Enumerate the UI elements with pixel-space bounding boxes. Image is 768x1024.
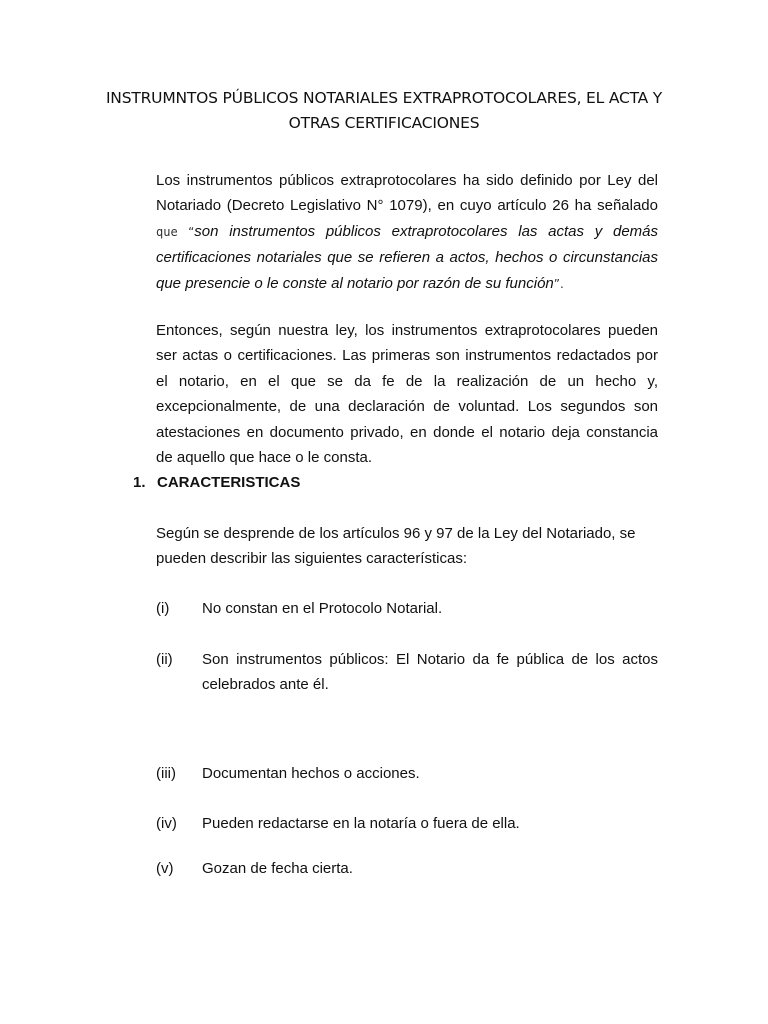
list-item bbox=[156, 856, 658, 881]
paragraph-intro-text: Los instrumentos públicos extraprotocolares ha sido definido por Ley del Notariado (Decreto Legislativo N° 1079), en cuyo artículo 26 ha señalado bbox=[156, 172, 658, 215]
que-word: que bbox=[156, 224, 178, 239]
list-item bbox=[156, 647, 658, 698]
paragraph-intro bbox=[156, 168, 658, 297]
list-item bbox=[156, 761, 658, 786]
list-marker: (iii) bbox=[156, 765, 176, 782]
section-intro: Según se desprende de los artículos 96 y 97 de la Ley del Notariado, se pueden describir las siguientes características: bbox=[156, 525, 636, 568]
list-item-text: No constan en el Protocolo Notarial. bbox=[202, 600, 443, 617]
list-item-text: Documentan hechos o acciones. bbox=[202, 765, 420, 782]
list-marker: (ii) bbox=[156, 651, 173, 668]
open-quote: “ bbox=[177, 224, 195, 239]
list-item bbox=[156, 811, 658, 836]
quoted-article-text: son instrumentos públicos extraprotocolares las actas y demás certificaciones notariales que se refieren a actos, hechos o circunstancias que presencie o le conste al notario por razón de su función bbox=[156, 222, 659, 292]
list-marker: (i) bbox=[156, 600, 170, 617]
list-item-text: Gozan de fecha cierta. bbox=[202, 860, 353, 877]
section-title: CARACTERISTICAS bbox=[157, 474, 301, 491]
document-title bbox=[90, 86, 678, 136]
list-item bbox=[156, 596, 658, 621]
section-heading bbox=[133, 470, 300, 495]
list-item-text: Pueden redactarse en la notaría o fuera de ella. bbox=[202, 815, 520, 832]
paragraph-explanation: Entonces, según nuestra ley, los instrumentos extraprotocolares pueden ser actas o certificaciones. Las primeras son instrumentos redactados por el notario, en el que se da fe de la realización de un hecho y, excepcionalmente, de una declaración de voluntad. Los segundos son atestaciones en documento privado, en donde el notario deja constancia de aquello que hace o le consta. bbox=[156, 322, 658, 467]
close-quote: ”. bbox=[553, 276, 564, 291]
list-item-text: Son instrumentos públicos: El Notario da fe pública de los actos celebrados ante él. bbox=[202, 651, 658, 694]
list-marker: (iv) bbox=[156, 815, 177, 832]
title-line-1: INSTRUMNTOS PÚBLICOS NOTARIALES EXTRAPROTOCOLARES, EL ACTA Y bbox=[105, 89, 663, 107]
section-number: 1. bbox=[133, 474, 146, 491]
title-line-2: OTRAS CERTIFICACIONES bbox=[288, 114, 480, 132]
list-marker: (v) bbox=[156, 860, 174, 877]
